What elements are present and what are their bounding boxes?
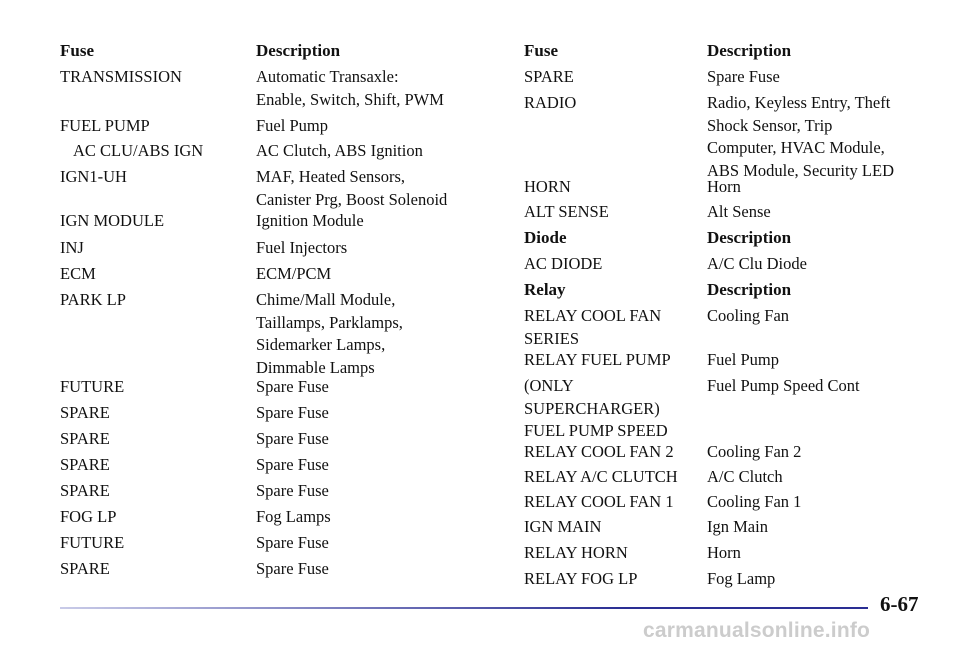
relay-description: Cooling Fan 1 xyxy=(707,492,802,511)
relay-name: RELAY FOG LP xyxy=(524,569,638,588)
fuse-description: Spare Fuse xyxy=(256,377,329,396)
fuse-name: AC CLU/ABS IGN xyxy=(73,141,204,160)
fuse-description: Ignition Module xyxy=(256,211,364,230)
diode-column-header: Diode xyxy=(524,228,567,247)
fuse-description: Spare Fuse xyxy=(256,429,329,448)
watermark: carmanualsonline.info xyxy=(643,619,871,642)
fuse-description: Shock Sensor, Trip xyxy=(707,115,833,135)
relay-name: FUEL PUMP SPEED xyxy=(524,421,668,440)
fuse-description: Chime/Mall Module, xyxy=(256,290,396,309)
fuse-name: FUTURE xyxy=(60,377,125,396)
relay-description: Fog Lamp xyxy=(707,569,776,588)
fuse-description: AC Clutch, ABS Ignition xyxy=(256,141,423,160)
relay-name: RELAY COOL FAN xyxy=(524,306,662,325)
fuse-description: Automatic Transaxle: xyxy=(256,67,399,86)
relay-description: A/C Clutch xyxy=(707,467,783,486)
fuse-description: Taillamps, Parklamps, xyxy=(256,312,403,332)
relay-name: RELAY HORN xyxy=(524,543,628,562)
fuse-name: IGN1-UH xyxy=(60,167,127,186)
fuse-description: Fuel Pump xyxy=(256,116,328,135)
relay-description: Cooling Fan 2 xyxy=(707,442,802,461)
fuse-description: Sidemarker Lamps, xyxy=(256,335,386,354)
fuse-description: Radio, Keyless Entry, Theft xyxy=(707,93,891,112)
fuse-description: Fuel Injectors xyxy=(256,238,348,257)
diode-name: AC DIODE xyxy=(524,254,603,273)
relay-description-header: Description xyxy=(707,280,792,299)
relay-name: RELAY FUEL PUMP xyxy=(524,350,671,369)
fuse-name: SPARE xyxy=(524,67,574,86)
fuse-column-header: Fuse xyxy=(60,41,94,60)
fuse-name: RADIO xyxy=(524,93,577,112)
fuse-description: MAF, Heated Sensors, xyxy=(256,167,405,186)
fuse-column-header: Fuse xyxy=(524,41,558,60)
description-column-header: Description xyxy=(256,41,341,60)
fuse-name: FUTURE xyxy=(60,533,125,552)
fuse-description: Spare Fuse xyxy=(256,481,329,500)
fuse-description: Spare Fuse xyxy=(256,455,329,474)
relay-name: SERIES xyxy=(524,328,580,348)
fuse-name: TRANSMISSION xyxy=(60,67,182,86)
relay-description: Fuel Pump xyxy=(707,350,779,369)
fuse-description: Canister Prg, Boost Solenoid xyxy=(256,189,448,209)
fuse-description: Spare Fuse xyxy=(256,533,329,552)
fuse-name: SPARE xyxy=(60,559,110,578)
relay-column-header: Relay xyxy=(524,280,566,299)
fuse-description: ECM/PCM xyxy=(256,264,332,283)
fuse-description: Computer, HVAC Module, xyxy=(707,138,885,157)
fuse-description: Spare Fuse xyxy=(256,559,329,578)
relay-name: (ONLY xyxy=(524,376,574,395)
fuse-description: Fog Lamps xyxy=(256,507,331,526)
fuse-description: Spare Fuse xyxy=(256,403,329,422)
relay-name: RELAY A/C CLUTCH xyxy=(524,467,678,486)
diode-description: A/C Clu Diode xyxy=(707,254,807,273)
fuse-name: SPARE xyxy=(60,403,110,422)
relay-name: SUPERCHARGER) xyxy=(524,398,660,418)
fuse-name: IGN MODULE xyxy=(60,211,165,230)
fuse-description: Alt Sense xyxy=(707,202,771,221)
relay-name: RELAY COOL FAN 2 xyxy=(524,442,674,461)
fuse-name: PARK LP xyxy=(60,290,126,309)
fuse-description: Enable, Switch, Shift, PWM xyxy=(256,89,444,109)
fuse-description: Horn xyxy=(707,177,741,196)
page-number: 6-67 xyxy=(880,592,919,616)
fuse-name: SPARE xyxy=(60,455,110,474)
fuse-name: SPARE xyxy=(60,481,110,500)
fuse-name: ECM xyxy=(60,264,96,283)
fuse-description: ABS Module, Security LED xyxy=(707,160,894,180)
relay-description: Fuel Pump Speed Cont xyxy=(707,376,860,395)
fuse-name: HORN xyxy=(524,177,571,196)
fuse-name: FOG LP xyxy=(60,507,117,526)
fuse-description: Dimmable Lamps xyxy=(256,357,375,377)
relay-description: Ign Main xyxy=(707,517,768,536)
fuse-name: INJ xyxy=(60,238,84,257)
diode-description-header: Description xyxy=(707,228,792,247)
fuse-name: FUEL PUMP xyxy=(60,116,150,135)
fuse-description: Spare Fuse xyxy=(707,67,780,86)
fuse-name: SPARE xyxy=(60,429,110,448)
relay-description: Cooling Fan xyxy=(707,306,790,325)
relay-name: IGN MAIN xyxy=(524,517,602,536)
relay-description: Horn xyxy=(707,543,741,562)
fuse-name: ALT SENSE xyxy=(524,202,609,221)
relay-name: RELAY COOL FAN 1 xyxy=(524,492,674,511)
footer-rule xyxy=(60,607,868,609)
description-column-header: Description xyxy=(707,41,792,60)
